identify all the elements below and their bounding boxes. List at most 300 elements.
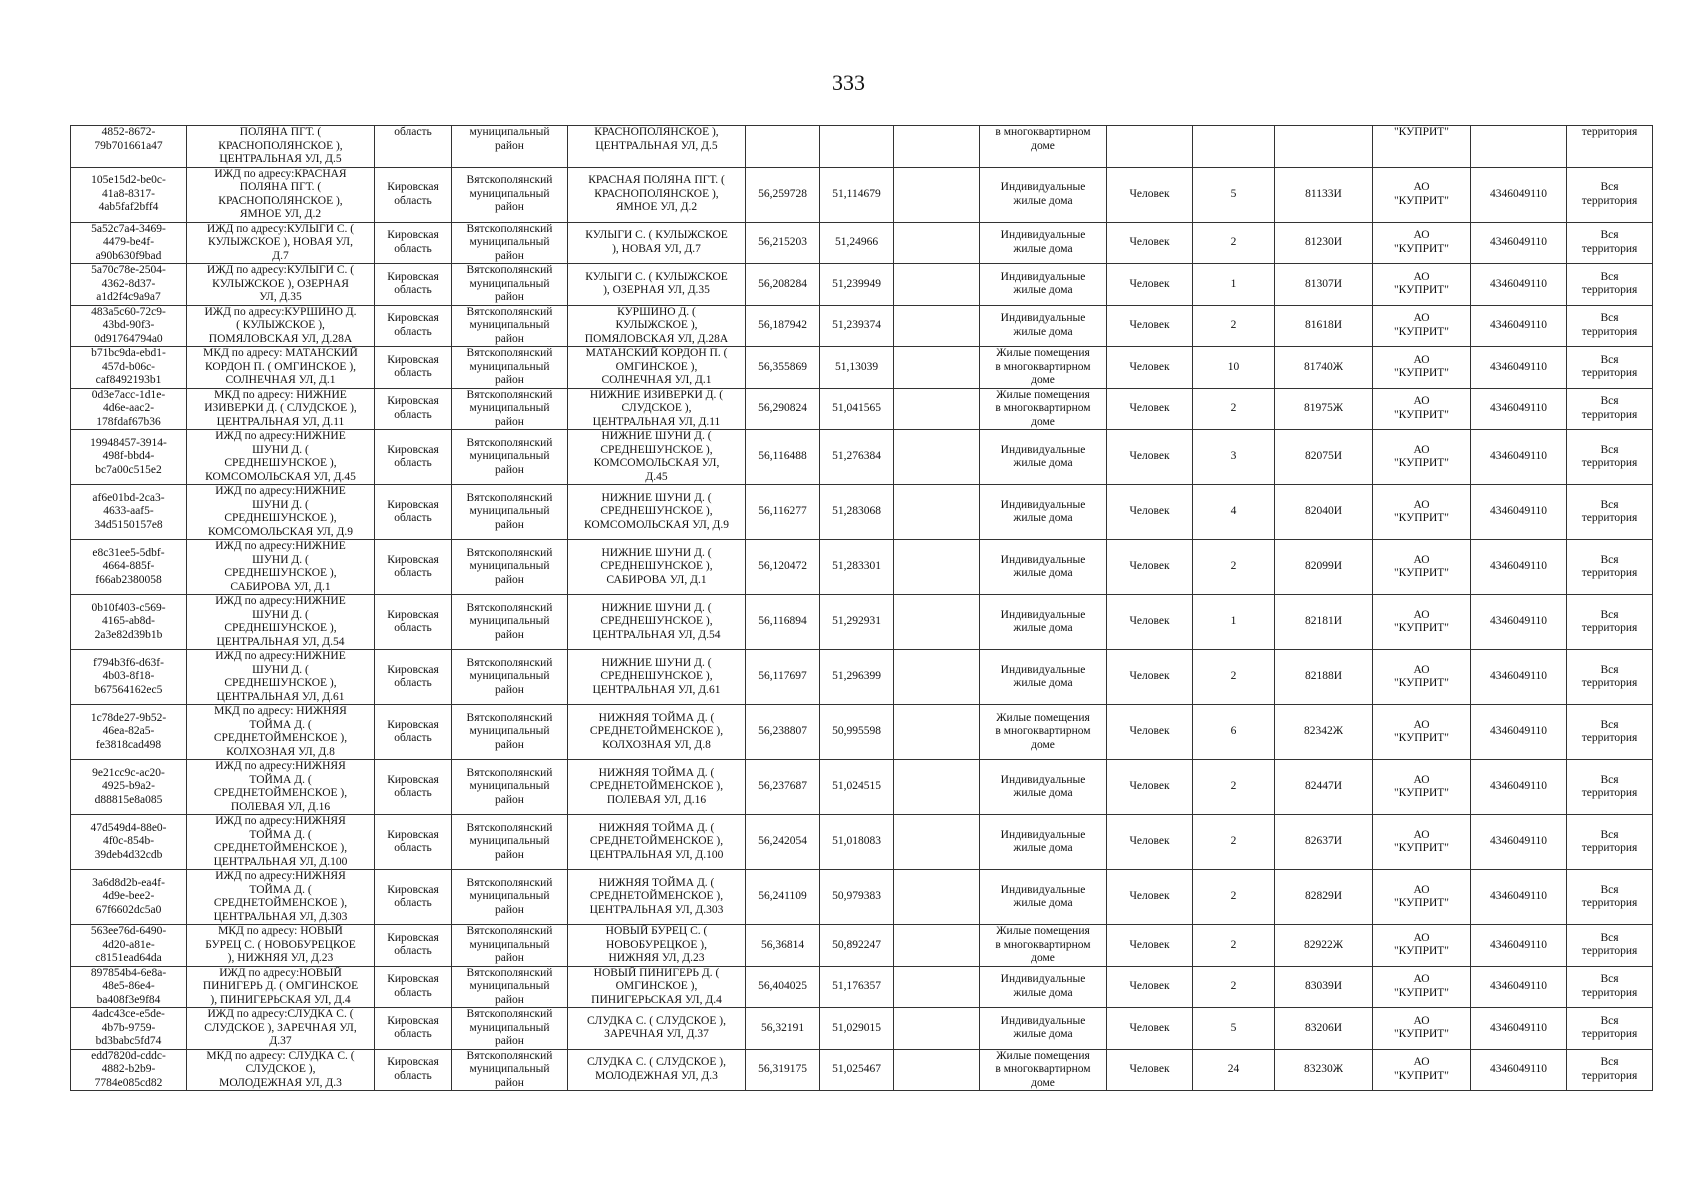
cell-address: НИЖНЯЯ ТОЙМА Д. ( СРЕДНЕТОЙМЕНСКОЕ ), ПОЛЕВАЯ УЛ, Д.16 <box>568 760 746 815</box>
cell-terr: Вся территория <box>1567 540 1653 595</box>
cell-lat: 56,238807 <box>746 705 820 760</box>
cell-unit: Человек <box>1107 388 1193 430</box>
cell-name: ИЖД по адресу:НИЖНЯЯ ТОЙМА Д. ( СРЕДНЕТОЙМЕНСКОЕ ), ЦЕНТРАЛЬНАЯ УЛ, Д.303 <box>187 870 375 925</box>
cell-district: Вятскополянский муниципальный район <box>452 1008 568 1050</box>
cell-unit: Человек <box>1107 925 1193 967</box>
cell-empty <box>894 540 980 595</box>
cell-address: НИЖНЯЯ ТОЙМА Д. ( СРЕДНЕТОЙМЕНСКОЕ ), КОЛХОЗНАЯ УЛ, Д.8 <box>568 705 746 760</box>
cell-address: СЛУДКА С. ( СЛУДСКОЕ ), ЗАРЕЧНАЯ УЛ, Д.37 <box>568 1008 746 1050</box>
cell-lon: 51,025467 <box>820 1049 894 1091</box>
cell-id: 9e21cc9c-ac20- 4925-b9a2- d88815e8a085 <box>71 760 187 815</box>
cell-district: Вятскополянский муниципальный район <box>452 264 568 306</box>
cell-org: АО "КУПРИТ" <box>1373 595 1471 650</box>
cell-id: 4852-8672- 79b701661a47 <box>71 126 187 168</box>
cell-unit: Человек <box>1107 222 1193 264</box>
cell-region: Кировская область <box>375 388 452 430</box>
cell-lat: 56,117697 <box>746 650 820 705</box>
cell-qty: 2 <box>1193 760 1275 815</box>
cell-address: КУЛЫГИ С. ( КУЛЫЖСКОЕ ), НОВАЯ УЛ, Д.7 <box>568 222 746 264</box>
cell-district: Вятскополянский муниципальный район <box>452 760 568 815</box>
cell-qty: 2 <box>1193 870 1275 925</box>
cell-inn: 4346049110 <box>1471 167 1567 222</box>
table-row <box>71 305 1653 347</box>
cell-empty <box>894 966 980 1008</box>
cell-org: АО "КУПРИТ" <box>1373 1049 1471 1091</box>
cell-lon: 51,24966 <box>820 222 894 264</box>
cell-org: АО "КУПРИТ" <box>1373 1008 1471 1050</box>
cell-lon: 51,296399 <box>820 650 894 705</box>
cell-region: Кировская область <box>375 595 452 650</box>
cell-region: Кировская область <box>375 222 452 264</box>
table-row <box>71 705 1653 760</box>
cell-inn: 4346049110 <box>1471 966 1567 1008</box>
cell-address: НИЖНЯЯ ТОЙМА Д. ( СРЕДНЕТОЙМЕНСКОЕ ), ЦЕНТРАЛЬНАЯ УЛ, Д.100 <box>568 815 746 870</box>
cell-district: Вятскополянский муниципальный район <box>452 705 568 760</box>
cell-district: Вятскополянский муниципальный район <box>452 650 568 705</box>
cell-terr: Вся территория <box>1567 595 1653 650</box>
table-body <box>71 126 1653 1091</box>
cell-region: Кировская область <box>375 650 452 705</box>
cell-terr: Вся территория <box>1567 1049 1653 1091</box>
cell-inn: 4346049110 <box>1471 1008 1567 1050</box>
cell-empty <box>894 126 980 168</box>
cell-qty: 2 <box>1193 305 1275 347</box>
cell-type: Жилые помещения в многоквартирном доме <box>980 705 1107 760</box>
cell-qty: 5 <box>1193 167 1275 222</box>
cell-empty <box>894 222 980 264</box>
cell-region: Кировская область <box>375 485 452 540</box>
cell-type: Индивидуальные жилые дома <box>980 595 1107 650</box>
cell-org: АО "КУПРИТ" <box>1373 650 1471 705</box>
data-table <box>70 125 1653 1091</box>
cell-lat: 56,242054 <box>746 815 820 870</box>
cell-type: Индивидуальные жилые дома <box>980 167 1107 222</box>
cell-lon: 51,176357 <box>820 966 894 1008</box>
cell-inn: 4346049110 <box>1471 705 1567 760</box>
cell-type: Жилые помещения в многоквартирном доме <box>980 388 1107 430</box>
cell-type: Индивидуальные жилые дома <box>980 305 1107 347</box>
cell-unit: Человек <box>1107 167 1193 222</box>
cell-name: ИЖД по адресу:НИЖНИЕ ШУНИ Д. ( СРЕДНЕШУНСКОЕ ), КОМСОМОЛЬСКАЯ УЛ, Д.45 <box>187 430 375 485</box>
cell-address: НИЖНИЕ ШУНИ Д. ( СРЕДНЕШУНСКОЕ ), ЦЕНТРАЛЬНАЯ УЛ, Д.61 <box>568 650 746 705</box>
cell-terr: Вся территория <box>1567 388 1653 430</box>
cell-type: Индивидуальные жилые дома <box>980 815 1107 870</box>
cell-org: АО "КУПРИТ" <box>1373 388 1471 430</box>
cell-name: ИЖД по адресу:КУЛЫГИ С. ( КУЛЫЖСКОЕ ), ОЗЕРНАЯ УЛ, Д.35 <box>187 264 375 306</box>
cell-code: 81307И <box>1275 264 1373 306</box>
cell-region: Кировская область <box>375 430 452 485</box>
cell-unit: Человек <box>1107 966 1193 1008</box>
cell-org: АО "КУПРИТ" <box>1373 925 1471 967</box>
cell-name: МКД по адресу: НОВЫЙ БУРЕЦ С. ( НОВОБУРЕЦКОЕ ), НИЖНЯЯ УЛ, Д.23 <box>187 925 375 967</box>
cell-name: ИЖД по адресу:НИЖНИЕ ШУНИ Д. ( СРЕДНЕШУНСКОЕ ), ЦЕНТРАЛЬНАЯ УЛ, Д.61 <box>187 650 375 705</box>
cell-qty <box>1193 126 1275 168</box>
cell-address: НОВЫЙ БУРЕЦ С. ( НОВОБУРЕЦКОЕ ), НИЖНЯЯ УЛ, Д.23 <box>568 925 746 967</box>
cell-name: ИЖД по адресу:НИЖНИЕ ШУНИ Д. ( СРЕДНЕШУНСКОЕ ), ЦЕНТРАЛЬНАЯ УЛ, Д.54 <box>187 595 375 650</box>
cell-terr: Вся территория <box>1567 760 1653 815</box>
cell-unit: Человек <box>1107 815 1193 870</box>
cell-lon: 51,13039 <box>820 347 894 389</box>
cell-unit: Человек <box>1107 264 1193 306</box>
cell-qty: 5 <box>1193 1008 1275 1050</box>
cell-inn: 4346049110 <box>1471 595 1567 650</box>
cell-inn: 4346049110 <box>1471 485 1567 540</box>
cell-lon: 51,292931 <box>820 595 894 650</box>
cell-region: Кировская область <box>375 347 452 389</box>
cell-code: 82075И <box>1275 430 1373 485</box>
table-row <box>71 388 1653 430</box>
cell-district: Вятскополянский муниципальный район <box>452 485 568 540</box>
cell-address: МАТАНСКИЙ КОРДОН П. ( ОМГИНСКОЕ ), СОЛНЕЧНАЯ УЛ, Д.1 <box>568 347 746 389</box>
cell-district: Вятскополянский муниципальный район <box>452 430 568 485</box>
cell-region: Кировская область <box>375 540 452 595</box>
cell-unit: Человек <box>1107 540 1193 595</box>
table-row <box>71 540 1653 595</box>
cell-terr: Вся территория <box>1567 1008 1653 1050</box>
cell-qty: 2 <box>1193 815 1275 870</box>
table-row <box>71 222 1653 264</box>
cell-empty <box>894 388 980 430</box>
cell-code: 82342Ж <box>1275 705 1373 760</box>
table-row <box>71 264 1653 306</box>
cell-lon: 51,239374 <box>820 305 894 347</box>
cell-id: af6e01bd-2ca3- 4633-aaf5- 34d5150157e8 <box>71 485 187 540</box>
cell-lon: 50,979383 <box>820 870 894 925</box>
cell-inn: 4346049110 <box>1471 760 1567 815</box>
cell-name: МКД по адресу: СЛУДКА С. ( СЛУДСКОЕ ), МОЛОДЕЖНАЯ УЛ, Д.3 <box>187 1049 375 1091</box>
cell-code: 81133И <box>1275 167 1373 222</box>
cell-empty <box>894 1008 980 1050</box>
cell-org: АО "КУПРИТ" <box>1373 540 1471 595</box>
table-row <box>71 485 1653 540</box>
cell-empty <box>894 870 980 925</box>
cell-address: КРАСНОПОЛЯНСКОЕ ), ЦЕНТРАЛЬНАЯ УЛ, Д.5 <box>568 126 746 168</box>
cell-unit: Человек <box>1107 595 1193 650</box>
cell-code: 82637И <box>1275 815 1373 870</box>
cell-district: Вятскополянский муниципальный район <box>452 925 568 967</box>
cell-org: "КУПРИТ" <box>1373 126 1471 168</box>
cell-qty: 2 <box>1193 925 1275 967</box>
cell-terr: Вся территория <box>1567 264 1653 306</box>
cell-code: 82099И <box>1275 540 1373 595</box>
cell-lat: 56,215203 <box>746 222 820 264</box>
cell-lon: 51,041565 <box>820 388 894 430</box>
cell-address: НИЖНИЕ ШУНИ Д. ( СРЕДНЕШУНСКОЕ ), КОМСОМОЛЬСКАЯ УЛ, Д.9 <box>568 485 746 540</box>
cell-code: 81618И <box>1275 305 1373 347</box>
cell-terr: Вся территория <box>1567 167 1653 222</box>
cell-qty: 2 <box>1193 540 1275 595</box>
cell-inn: 4346049110 <box>1471 815 1567 870</box>
table-row <box>71 966 1653 1008</box>
table-row <box>71 1008 1653 1050</box>
cell-region: Кировская область <box>375 870 452 925</box>
cell-lat: 56,187942 <box>746 305 820 347</box>
cell-empty <box>894 815 980 870</box>
cell-terr: Вся территория <box>1567 347 1653 389</box>
cell-lat: 56,237687 <box>746 760 820 815</box>
cell-lat: 56,319175 <box>746 1049 820 1091</box>
cell-org: АО "КУПРИТ" <box>1373 222 1471 264</box>
cell-lon: 51,018083 <box>820 815 894 870</box>
cell-name: МКД по адресу: МАТАНСКИЙ КОРДОН П. ( ОМГИНСКОЕ ), СОЛНЕЧНАЯ УЛ, Д.1 <box>187 347 375 389</box>
cell-terr: Вся территория <box>1567 705 1653 760</box>
cell-empty <box>894 925 980 967</box>
cell-inn: 4346049110 <box>1471 870 1567 925</box>
cell-inn <box>1471 126 1567 168</box>
cell-type: Индивидуальные жилые дома <box>980 650 1107 705</box>
cell-qty: 2 <box>1193 650 1275 705</box>
cell-name: ИЖД по адресу:СЛУДКА С. ( СЛУДСКОЕ ), ЗАРЕЧНАЯ УЛ, Д.37 <box>187 1008 375 1050</box>
cell-org: АО "КУПРИТ" <box>1373 760 1471 815</box>
cell-code <box>1275 126 1373 168</box>
cell-lat: 56,116894 <box>746 595 820 650</box>
cell-terr: территория <box>1567 126 1653 168</box>
cell-unit: Человек <box>1107 1049 1193 1091</box>
cell-lat <box>746 126 820 168</box>
cell-id: 0d3e7acc-1d1e- 4d6e-aac2- 178fdaf67b36 <box>71 388 187 430</box>
cell-org: АО "КУПРИТ" <box>1373 966 1471 1008</box>
cell-qty: 2 <box>1193 388 1275 430</box>
table-row <box>71 347 1653 389</box>
cell-lat: 56,116488 <box>746 430 820 485</box>
cell-lat: 56,241109 <box>746 870 820 925</box>
cell-type: Жилые помещения в многоквартирном доме <box>980 925 1107 967</box>
cell-inn: 4346049110 <box>1471 305 1567 347</box>
cell-empty <box>894 430 980 485</box>
cell-org: АО "КУПРИТ" <box>1373 167 1471 222</box>
cell-region: Кировская область <box>375 815 452 870</box>
cell-region: Кировская область <box>375 264 452 306</box>
cell-name: ПОЛЯНА ПГТ. ( КРАСНОПОЛЯНСКОЕ ), ЦЕНТРАЛЬНАЯ УЛ, Д.5 <box>187 126 375 168</box>
cell-empty <box>894 705 980 760</box>
cell-lon: 51,283301 <box>820 540 894 595</box>
cell-lat: 56,290824 <box>746 388 820 430</box>
cell-code: 81975Ж <box>1275 388 1373 430</box>
cell-inn: 4346049110 <box>1471 347 1567 389</box>
cell-region: Кировская область <box>375 1049 452 1091</box>
cell-unit: Человек <box>1107 650 1193 705</box>
cell-address: НИЖНИЕ ШУНИ Д. ( СРЕДНЕШУНСКОЕ ), ЦЕНТРАЛЬНАЯ УЛ, Д.54 <box>568 595 746 650</box>
cell-region: Кировская область <box>375 760 452 815</box>
cell-district: Вятскополянский муниципальный район <box>452 167 568 222</box>
cell-terr: Вся территория <box>1567 925 1653 967</box>
cell-code: 82829И <box>1275 870 1373 925</box>
cell-empty <box>894 167 980 222</box>
table-row <box>71 925 1653 967</box>
cell-qty: 10 <box>1193 347 1275 389</box>
cell-qty: 4 <box>1193 485 1275 540</box>
cell-district: Вятскополянский муниципальный район <box>452 815 568 870</box>
cell-id: 483a5c60-72c9- 43bd-90f3- 0d91764794a0 <box>71 305 187 347</box>
cell-region: Кировская область <box>375 705 452 760</box>
cell-district: Вятскополянский муниципальный район <box>452 595 568 650</box>
table-row <box>71 650 1653 705</box>
cell-type: Жилые помещения в многоквартирном доме <box>980 1049 1107 1091</box>
cell-type: Жилые помещения в многоквартирном доме <box>980 347 1107 389</box>
cell-address: КУРШИНО Д. ( КУЛЫЖСКОЕ ), ПОМЯЛОВСКАЯ УЛ, Д.28А <box>568 305 746 347</box>
cell-address: КУЛЫГИ С. ( КУЛЫЖСКОЕ ), ОЗЕРНАЯ УЛ, Д.35 <box>568 264 746 306</box>
cell-district: Вятскополянский муниципальный район <box>452 966 568 1008</box>
cell-org: АО "КУПРИТ" <box>1373 870 1471 925</box>
cell-name: ИЖД по адресу:НОВЫЙ ПИНИГЕРЬ Д. ( ОМГИНСКОЕ ), ПИНИГЕРЬСКАЯ УЛ, Д.4 <box>187 966 375 1008</box>
cell-type: Индивидуальные жилые дома <box>980 430 1107 485</box>
cell-address: НИЖНЯЯ ТОЙМА Д. ( СРЕДНЕТОЙМЕНСКОЕ ), ЦЕНТРАЛЬНАЯ УЛ, Д.303 <box>568 870 746 925</box>
table-row <box>71 815 1653 870</box>
cell-qty: 6 <box>1193 705 1275 760</box>
cell-unit: Человек <box>1107 305 1193 347</box>
cell-inn: 4346049110 <box>1471 430 1567 485</box>
cell-type: Индивидуальные жилые дома <box>980 760 1107 815</box>
cell-lon: 50,892247 <box>820 925 894 967</box>
cell-address: НИЖНИЕ ШУНИ Д. ( СРЕДНЕШУНСКОЕ ), САБИРОВА УЛ, Д.1 <box>568 540 746 595</box>
cell-name: ИЖД по адресу:НИЖНЯЯ ТОЙМА Д. ( СРЕДНЕТОЙМЕНСКОЕ ), ЦЕНТРАЛЬНАЯ УЛ, Д.100 <box>187 815 375 870</box>
cell-address: НИЖНИЕ ШУНИ Д. ( СРЕДНЕШУНСКОЕ ), КОМСОМОЛЬСКАЯ УЛ, Д.45 <box>568 430 746 485</box>
cell-name: ИЖД по адресу:КУРШИНО Д. ( КУЛЫЖСКОЕ ), ПОМЯЛОВСКАЯ УЛ, Д.28А <box>187 305 375 347</box>
cell-code: 82040И <box>1275 485 1373 540</box>
cell-unit: Человек <box>1107 485 1193 540</box>
cell-terr: Вся территория <box>1567 305 1653 347</box>
cell-lat: 56,355869 <box>746 347 820 389</box>
cell-qty: 1 <box>1193 264 1275 306</box>
cell-code: 82181И <box>1275 595 1373 650</box>
cell-code: 83230Ж <box>1275 1049 1373 1091</box>
cell-org: АО "КУПРИТ" <box>1373 705 1471 760</box>
cell-name: ИЖД по адресу:КРАСНАЯ ПОЛЯНА ПГТ. ( КРАСНОПОЛЯНСКОЕ ), ЯМНОЕ УЛ, Д.2 <box>187 167 375 222</box>
cell-terr: Вся территория <box>1567 966 1653 1008</box>
cell-lon: 50,995598 <box>820 705 894 760</box>
cell-lon: 51,276384 <box>820 430 894 485</box>
cell-id: 563ee76d-6490- 4d20-a81e- c8151ead64da <box>71 925 187 967</box>
cell-type: Индивидуальные жилые дома <box>980 1008 1107 1050</box>
cell-region: Кировская область <box>375 966 452 1008</box>
cell-lat: 56,259728 <box>746 167 820 222</box>
cell-lat: 56,116277 <box>746 485 820 540</box>
cell-code: 82447И <box>1275 760 1373 815</box>
cell-empty <box>894 650 980 705</box>
cell-district: Вятскополянский муниципальный район <box>452 305 568 347</box>
cell-qty: 2 <box>1193 966 1275 1008</box>
cell-code: 83039И <box>1275 966 1373 1008</box>
cell-type: Индивидуальные жилые дома <box>980 540 1107 595</box>
cell-region: Кировская область <box>375 1008 452 1050</box>
cell-type: Индивидуальные жилые дома <box>980 485 1107 540</box>
cell-type: Индивидуальные жилые дома <box>980 966 1107 1008</box>
cell-id: 5a70c78e-2504- 4362-8d37- a1d2f4c9a9a7 <box>71 264 187 306</box>
cell-code: 82188И <box>1275 650 1373 705</box>
cell-name: МКД по адресу: НИЖНИЕ ИЗИВЕРКИ Д. ( СЛУДСКОЕ ), ЦЕНТРАЛЬНАЯ УЛ, Д.11 <box>187 388 375 430</box>
cell-empty <box>894 485 980 540</box>
cell-lat: 56,208284 <box>746 264 820 306</box>
cell-qty: 1 <box>1193 595 1275 650</box>
cell-name: ИЖД по адресу:КУЛЫГИ С. ( КУЛЫЖСКОЕ ), НОВАЯ УЛ, Д.7 <box>187 222 375 264</box>
cell-district: Вятскополянский муниципальный район <box>452 540 568 595</box>
cell-empty <box>894 347 980 389</box>
cell-id: 5a52c7a4-3469- 4479-be4f- a90b630f9bad <box>71 222 187 264</box>
cell-org: АО "КУПРИТ" <box>1373 815 1471 870</box>
cell-id: b71bc9da-ebd1- 457d-b06c- caf8492193b1 <box>71 347 187 389</box>
cell-id: 0b10f403-c569- 4165-ab8d- 2a3e82d39b1b <box>71 595 187 650</box>
cell-org: АО "КУПРИТ" <box>1373 347 1471 389</box>
cell-org: АО "КУПРИТ" <box>1373 305 1471 347</box>
cell-terr: Вся территория <box>1567 430 1653 485</box>
cell-qty: 24 <box>1193 1049 1275 1091</box>
cell-terr: Вся территория <box>1567 815 1653 870</box>
cell-address: НИЖНИЕ ИЗИВЕРКИ Д. ( СЛУДСКОЕ ), ЦЕНТРАЛЬНАЯ УЛ, Д.11 <box>568 388 746 430</box>
cell-type: Индивидуальные жилые дома <box>980 264 1107 306</box>
cell-code: 82922Ж <box>1275 925 1373 967</box>
table-row <box>71 126 1653 168</box>
cell-lat: 56,36814 <box>746 925 820 967</box>
cell-qty: 2 <box>1193 222 1275 264</box>
cell-terr: Вся территория <box>1567 650 1653 705</box>
cell-region: Кировская область <box>375 305 452 347</box>
cell-empty <box>894 1049 980 1091</box>
table-row <box>71 167 1653 222</box>
cell-name: ИЖД по адресу:НИЖНИЕ ШУНИ Д. ( СРЕДНЕШУНСКОЕ ), САБИРОВА УЛ, Д.1 <box>187 540 375 595</box>
cell-region: область <box>375 126 452 168</box>
cell-id: 897854b4-6e8a- 48e5-86e4- ba408f3e9f84 <box>71 966 187 1008</box>
cell-id: edd7820d-cddc- 4882-b2b9- 7784e085cd82 <box>71 1049 187 1091</box>
cell-unit: Человек <box>1107 430 1193 485</box>
cell-name: ИЖД по адресу:НИЖНИЕ ШУНИ Д. ( СРЕДНЕШУНСКОЕ ), КОМСОМОЛЬСКАЯ УЛ, Д.9 <box>187 485 375 540</box>
cell-lat: 56,32191 <box>746 1008 820 1050</box>
cell-region: Кировская область <box>375 167 452 222</box>
cell-inn: 4346049110 <box>1471 925 1567 967</box>
cell-unit <box>1107 126 1193 168</box>
cell-district: муниципальный район <box>452 126 568 168</box>
table-row <box>71 760 1653 815</box>
cell-empty <box>894 760 980 815</box>
cell-region: Кировская область <box>375 925 452 967</box>
cell-empty <box>894 264 980 306</box>
cell-org: АО "КУПРИТ" <box>1373 430 1471 485</box>
table-row <box>71 1049 1653 1091</box>
cell-id: 1c78de27-9b52- 46ea-82a5- fe3818cad498 <box>71 705 187 760</box>
cell-address: НОВЫЙ ПИНИГЕРЬ Д. ( ОМГИНСКОЕ ), ПИНИГЕРЬСКАЯ УЛ, Д.4 <box>568 966 746 1008</box>
cell-name: ИЖД по адресу:НИЖНЯЯ ТОЙМА Д. ( СРЕДНЕТОЙМЕНСКОЕ ), ПОЛЕВАЯ УЛ, Д.16 <box>187 760 375 815</box>
cell-lon: 51,114679 <box>820 167 894 222</box>
cell-address: СЛУДКА С. ( СЛУДСКОЕ ), МОЛОДЕЖНАЯ УЛ, Д.3 <box>568 1049 746 1091</box>
cell-id: 3a6d8d2b-ea4f- 4d9e-bee2- 67f6602dc5a0 <box>71 870 187 925</box>
cell-type: Индивидуальные жилые дома <box>980 222 1107 264</box>
cell-district: Вятскополянский муниципальный район <box>452 870 568 925</box>
cell-district: Вятскополянский муниципальный район <box>452 388 568 430</box>
cell-id: 4adc43ce-e5de- 4b7b-9759- bd3babc5fd74 <box>71 1008 187 1050</box>
cell-lon: 51,029015 <box>820 1008 894 1050</box>
cell-type: Индивидуальные жилые дома <box>980 870 1107 925</box>
cell-unit: Человек <box>1107 705 1193 760</box>
table-row <box>71 430 1653 485</box>
cell-district: Вятскополянский муниципальный район <box>452 347 568 389</box>
cell-inn: 4346049110 <box>1471 264 1567 306</box>
cell-address: КРАСНАЯ ПОЛЯНА ПГТ. ( КРАСНОПОЛЯНСКОЕ ), ЯМНОЕ УЛ, Д.2 <box>568 167 746 222</box>
page-number: 333 <box>832 70 865 95</box>
cell-terr: Вся территория <box>1567 870 1653 925</box>
cell-district: Вятскополянский муниципальный район <box>452 1049 568 1091</box>
cell-id: 19948457-3914- 498f-bbd4- bc7a00c515e2 <box>71 430 187 485</box>
cell-code: 81230И <box>1275 222 1373 264</box>
cell-code: 83206И <box>1275 1008 1373 1050</box>
cell-lat: 56,120472 <box>746 540 820 595</box>
cell-id: 105e15d2-be0c- 41a8-8317- 4ab5faf2bff4 <box>71 167 187 222</box>
cell-terr: Вся территория <box>1567 485 1653 540</box>
cell-district: Вятскополянский муниципальный район <box>452 222 568 264</box>
cell-name: МКД по адресу: НИЖНЯЯ ТОЙМА Д. ( СРЕДНЕТОЙМЕНСКОЕ ), КОЛХОЗНАЯ УЛ, Д.8 <box>187 705 375 760</box>
cell-id: f794b3f6-d63f- 4b03-8f18- b67564162ec5 <box>71 650 187 705</box>
cell-qty: 3 <box>1193 430 1275 485</box>
cell-unit: Человек <box>1107 1008 1193 1050</box>
cell-inn: 4346049110 <box>1471 650 1567 705</box>
